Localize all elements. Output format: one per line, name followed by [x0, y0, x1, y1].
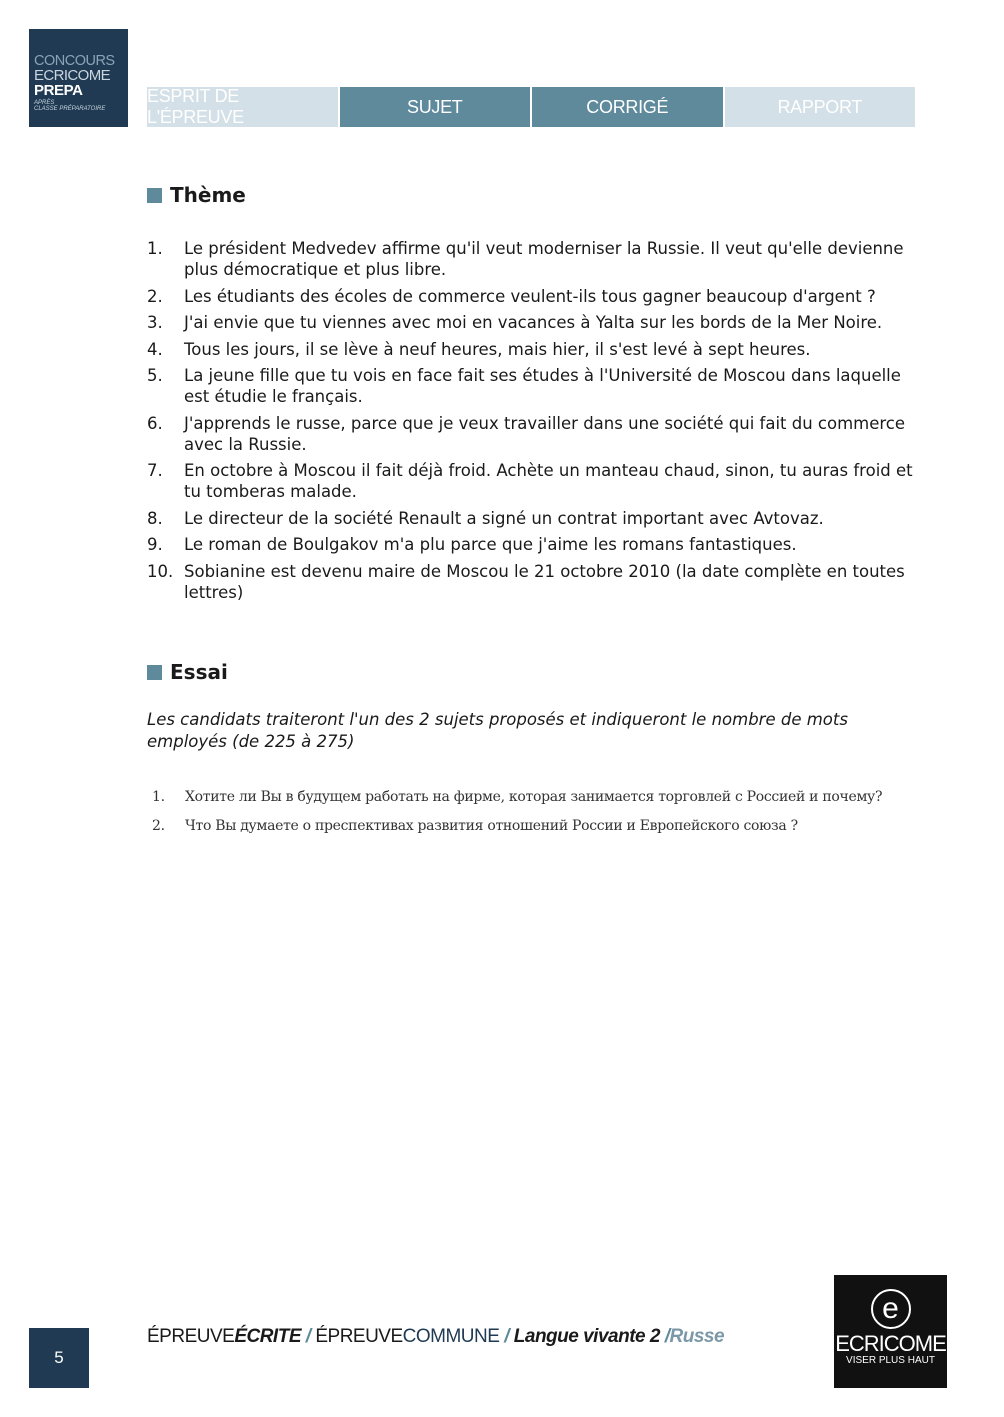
logo-line-apres: APRÈS — [34, 100, 55, 106]
essai-heading — [147, 660, 228, 684]
footer-epreuve-2: ÉPREUVE — [315, 1326, 403, 1347]
item-text: Les étudiants des écoles de commerce veulent-ils tous gagner beaucoup d'argent ? — [184, 286, 876, 306]
item-number: 5. — [147, 366, 163, 385]
brand-name: ECRICOME — [835, 1331, 946, 1356]
logo-line-concours: CONCOURS — [34, 53, 115, 69]
footer-epreuve: ÉPREUVE — [147, 1326, 235, 1347]
footer-langue: Langue vivante 2 — [513, 1326, 660, 1347]
ecricome-e-icon: e — [871, 1289, 911, 1329]
list-item — [147, 508, 917, 529]
brand-tagline: VISER PLUS HAUT — [846, 1355, 935, 1366]
item-text: Le directeur de la société Renault a signé un contrat important avec Avtovaz. — [184, 508, 824, 528]
footer-separator: / — [301, 1326, 316, 1347]
square-bullet-icon — [147, 188, 162, 203]
item-number: 4. — [147, 339, 163, 359]
item-text: Le roman de Boulgakov m'a plu parce que j'aime les romans fantastiques. — [184, 535, 797, 554]
list-item — [147, 238, 917, 280]
list-item — [152, 786, 932, 808]
concours-logo — [29, 29, 128, 127]
item-text: La jeune fille que tu vois en face fait ses études à l'Université de Moscou dans laquelle est étudie le français. — [184, 366, 901, 406]
item-number: 3. — [147, 313, 163, 332]
footer-exam-line — [147, 1326, 724, 1348]
item-number: 9. — [147, 535, 163, 554]
list-item — [147, 460, 917, 502]
footer-separator: / — [499, 1326, 514, 1347]
tab-rapport[interactable]: RAPPORT — [725, 87, 916, 127]
theme-heading — [147, 183, 246, 207]
item-number: 1. — [147, 239, 163, 258]
logo-line-prepa: PREPA — [34, 82, 83, 99]
list-item — [147, 413, 917, 455]
item-number: 2. — [147, 286, 163, 306]
footer-russe: Russe — [669, 1326, 725, 1347]
item-text: En octobre à Moscou il fait déjà froid. Achète un manteau chaud, sinon, tu auras froid et tu tomberas malade. — [184, 461, 913, 501]
list-item — [147, 286, 917, 307]
tab-esprit-epreuve[interactable]: ESPRIT DE L'ÉPREUVE — [147, 87, 338, 127]
item-text: J'ai envie que tu viennes avec moi en vacances à Yalta sur les bords de la Mer Noire. — [184, 313, 883, 332]
list-item — [147, 312, 917, 333]
essai-instructions: Les candidats traiteront l'un des 2 sujets proposés et indiqueront le nombre de mots employés (de 225 à 275) — [147, 710, 848, 751]
item-number: 7. — [147, 461, 163, 480]
item-number: 10. — [147, 561, 174, 581]
list-item — [152, 815, 932, 837]
item-text: Le président Medvedev affirme qu'il veut moderniser la Russie. Il veut qu'elle devienne plus démocratique et plus libre. — [184, 239, 904, 279]
list-item — [147, 561, 917, 603]
item-text: J'apprends le russe, parce que je veux travailler dans une société qui fait du commerce avec la Russie. — [184, 413, 906, 454]
theme-list — [147, 238, 917, 608]
tab-sujet[interactable]: SUJET — [340, 87, 531, 127]
item-number: 8. — [147, 508, 163, 528]
list-item — [147, 339, 917, 360]
item-text: Sobianine est devenu maire de Moscou le 21 octobre 2010 (la date complète en toutes lettres) — [184, 561, 905, 602]
item-number: 2. — [152, 818, 165, 834]
section-tabs — [147, 87, 915, 127]
item-text: Хотите ли Вы в будущем работать на фирме, которая занимается торговлей с Россией и почему? — [185, 789, 883, 805]
footer-separator: / — [659, 1326, 670, 1347]
theme-title: Thème — [170, 183, 246, 207]
page-number: 5 — [29, 1328, 89, 1388]
footer-ecrite: ÉCRITE — [234, 1326, 301, 1347]
list-item — [147, 365, 917, 407]
square-bullet-icon — [147, 665, 162, 680]
tab-corrige[interactable]: CORRIGÉ — [532, 87, 723, 127]
essai-title: Essai — [170, 660, 228, 684]
item-text: Tous les jours, il se lève à neuf heures, mais hier, il s'est levé à sept heures. — [184, 339, 811, 359]
list-item — [147, 534, 917, 555]
item-number: 6. — [147, 413, 163, 433]
logo-line-ecricome: ECRICOME — [34, 67, 111, 84]
item-number: 1. — [152, 789, 165, 805]
essai-list — [152, 786, 932, 844]
ecricome-logo — [834, 1275, 947, 1388]
footer-commune: COMMUNE — [402, 1326, 500, 1347]
logo-line-classe: CLASSE PRÉPARATOIRE — [34, 106, 106, 112]
item-text: Что Вы думаете о преспективах развития отношений России и Европейского союза ? — [185, 818, 798, 834]
